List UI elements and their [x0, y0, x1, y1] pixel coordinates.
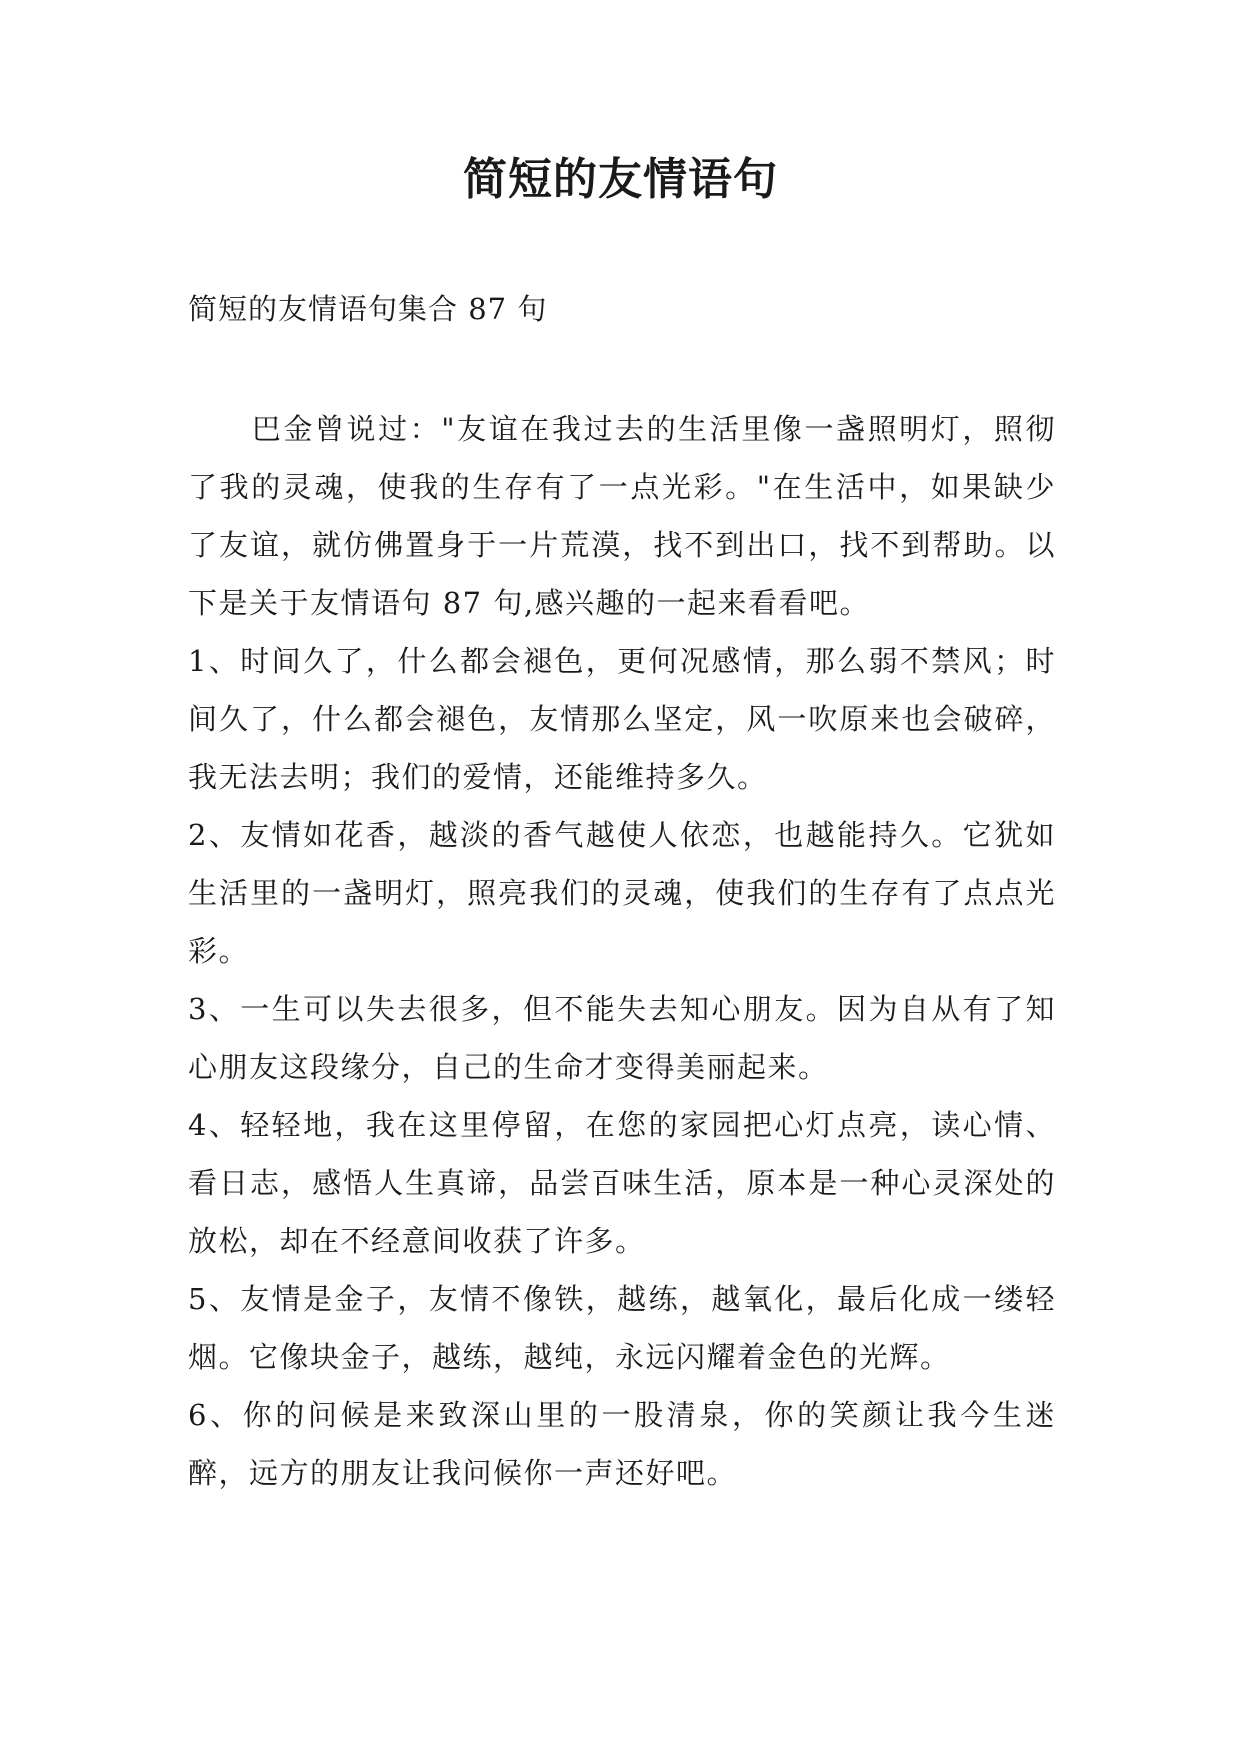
intro-paragraph: 巴金曾说过："友谊在我过去的生活里像一盏照明灯，照彻了我的灵魂，使我的生存有了一点光彩。"在生活中，如果缺少了友谊，就仿佛置身于一片荒漠，找不到出口，找不到帮助。以下是关于友情语句 87 句,感兴趣的一起来看看吧。 — [188, 412, 1056, 620]
quote-item-5: 5、友情是金子，友情不像铁，越练，越氧化，最后化成一缕轻烟。它像块金子，越练，越纯，永远闪耀着金色的光辉。 — [188, 1282, 1056, 1374]
document-body — [188, 400, 1056, 1502]
document-title: 简短的友情语句 — [463, 154, 778, 205]
document-subtitle: 简短的友情语句集合 87 句 — [188, 292, 548, 326]
quote-item-1: 1、时间久了，什么都会褪色，更何况感情，那么弱不禁风；时间久了，什么都会褪色，友情那么坚定，风一吹原来也会破碎，我无法去明；我们的爱情，还能维持多久。 — [188, 644, 1056, 794]
quote-item-4: 4、轻轻地，我在这里停留，在您的家园把心灯点亮，读心情、看日志，感悟人生真谛，品尝百味生活，原本是一种心灵深处的放松，却在不经意间收获了许多。 — [188, 1108, 1056, 1258]
quote-item-2: 2、友情如花香，越淡的香气越使人依恋，也越能持久。它犹如生活里的一盏明灯，照亮我们的灵魂，使我们的生存有了点点光彩。 — [188, 818, 1056, 968]
quote-item-6: 6、你的问候是来致深山里的一股清泉，你的笑颜让我今生迷醉，远方的朋友让我问候你一声还好吧。 — [188, 1398, 1056, 1490]
quote-item-3: 3、一生可以失去很多，但不能失去知心朋友。因为自从有了知心朋友这段缘分，自己的生命才变得美丽起来。 — [188, 992, 1056, 1084]
